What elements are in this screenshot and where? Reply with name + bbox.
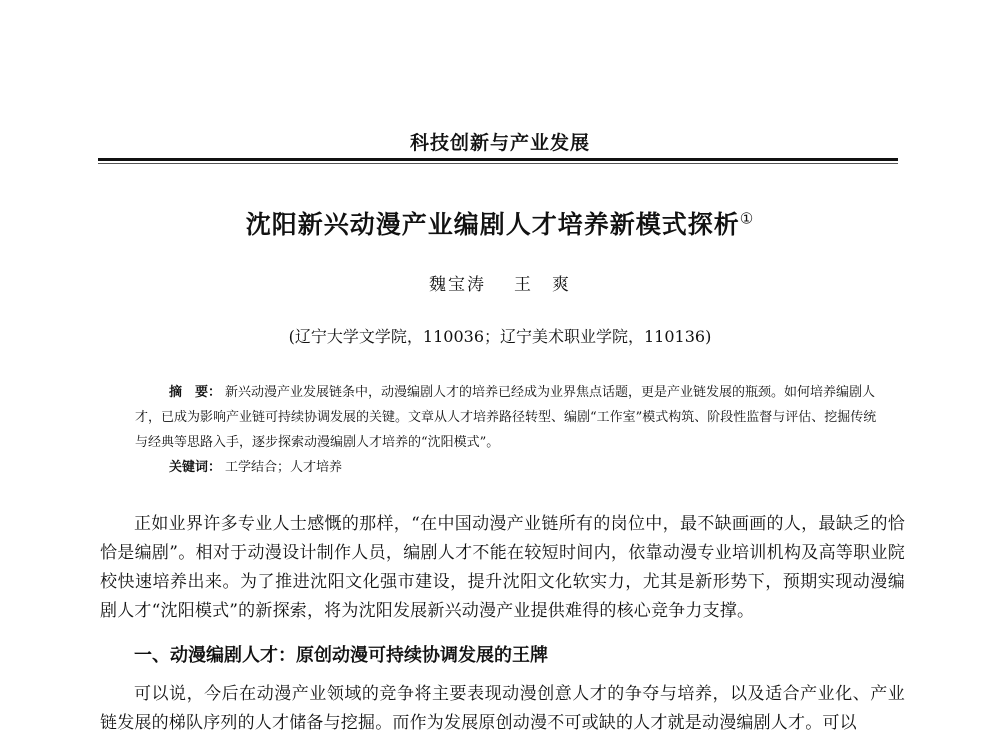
abstract-label: 摘 要： xyxy=(169,385,222,400)
keywords-label: 关键词： xyxy=(169,460,222,475)
keywords-text: 工学结合；人才培养 xyxy=(225,460,343,475)
abstract-text: 新兴动漫产业发展链条中，动漫编剧人才的培养已经成为业界焦点话题，更是产业链发展的瓶颈。如何培养编剧人才，已成为影响产业链可持续协调发展的关键。文章从人才培养路径转型、编剧“工作室”模式构筑、阶段性监督与评估、挖掘传统与经典等思路入手，逐步探索动漫编剧人才培养的“沈阳模式”。 xyxy=(135,385,877,450)
header-rule-thin xyxy=(98,163,898,164)
section-1-heading: 一、动漫编剧人才：原创动漫可持续协调发展的王牌 xyxy=(134,645,548,666)
paper-title xyxy=(0,205,1000,241)
authors xyxy=(0,270,1000,295)
header-rule-thick xyxy=(98,158,898,161)
section-header: 科技创新与产业发展 xyxy=(409,132,590,154)
abstract xyxy=(135,380,880,480)
section-1-paragraph: 可以说，今后在动漫产业领域的竞争将主要表现动漫创意人才的争夺与培养，以及适合产业化、产业链发展的梯队序列的人才储备与挖掘。而作为发展原创动漫不可或缺的人才就是动漫编剧人才。可以 xyxy=(100,684,905,733)
paper-title-text: 沈阳新兴动漫产业编剧人才培养新模式探析 xyxy=(245,210,740,239)
title-footnote-marker: ① xyxy=(739,209,755,228)
intro-paragraph: 正如业界许多专业人士感慨的那样，“在中国动漫产业链所有的岗位中，最不缺画画的人，最缺乏的恰恰是编剧”。相对于动漫设计制作人员，编剧人才不能在较短时间内，依靠动漫专业培训机构及高等职业院校快速培养出来。为了推进沈阳文化强市建设，提升沈阳文化软实力，尤其是新形势下，预期实现动漫编剧人才“沈阳模式”的新探索，将为沈阳发展新兴动漫产业提供难得的核心竞争力支撑。 xyxy=(100,514,905,621)
section-1-body xyxy=(100,680,905,738)
affiliation: (辽宁大学文学院，110036；辽宁美术职业学院，110136) xyxy=(288,327,712,346)
intro-section xyxy=(100,510,905,626)
keywords xyxy=(169,455,880,480)
author-1: 魏宝涛 xyxy=(429,275,486,295)
author-2: 王 爽 xyxy=(514,275,571,295)
abstract-paragraph xyxy=(135,380,880,455)
